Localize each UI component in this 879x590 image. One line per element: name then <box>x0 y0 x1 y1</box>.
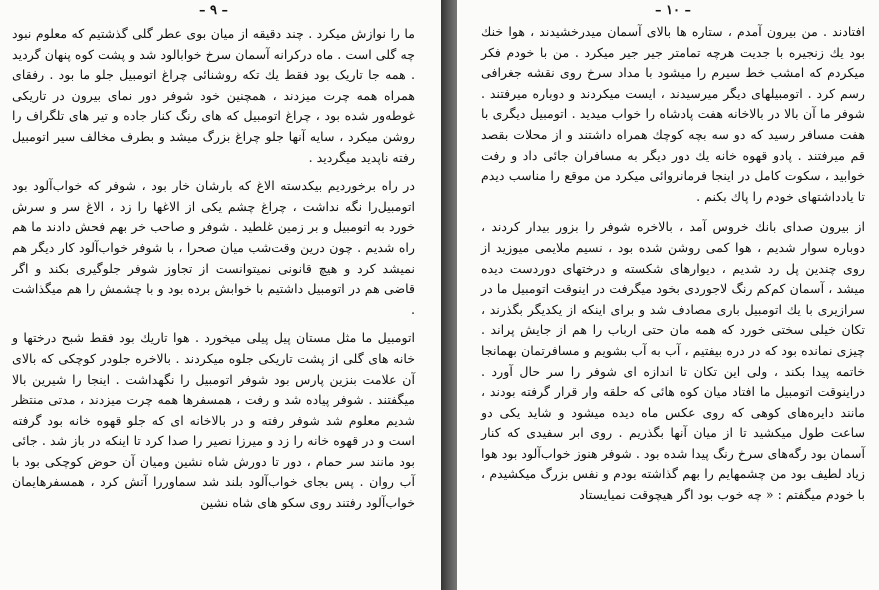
paragraph: از بیرون صدای بانك خروس آمد ، بالاخره شوفر را بزور بیدار کردند ، دوباره سوار شدیم ، هوا کمی روشن شده بود ، نسیم ملایمی میوزید از روی چندین پل رد شدیم ، دیوارهای شکسته و درختهای دوردست دیده میشد ، آسمان کم‌کم رنگ لاجوردی بخود میگرفت در اینوقت اتومبیل ما در سرازیری با یك اتومبیل باری مصادف شد و برای اینکه از یکدیگر بگذرند ، تکان خیلی سختی خورد که همه مان حتی ارباب را هم از جایش پراند . چیزی نمانده بود که در دره بیفتیم ، آب به آب بشویم و مسافرتمان بهمانجا خاتمه پیدا بکند ، ولی این تکان تا اندازه ای شوفر را سر حال آورد . دراینوقت اتومبیل ما افتاد میان کوه هائی که حلقه وار قرار گرفته بودند ، مانند دایره‌های کوهی که روی عکس ماه دیده میشود و شاید یکی دو ساعت طول میکشید تا از میان آنها بگذریم . روی ابر سفیدی که کنار آسمان بود رگه‌های سرخ رنگ پیدا شده بود . شوفر هنوز خواب‌آلود بود هوا زیاد لطیف بود من چشمهایم را بهم گذاشته بودم و نفس بزرگ میکشیدم ، با خودم میگفتم : « چه خوب بود اگر هیچوقت نمیایستاد <box>481 219 865 503</box>
paragraph: اتومبیل ما مثل مستان پیل پیلی میخورد . هوا تاریك بود فقط شبح درختها و خانه های گلی از پشت تاریکی جلوه میکردند . بالاخره جلودر کوچکی که بالای آن علامت بنزین پارس بود شوفر اتومبیل را نگهداشت . اینجا را شیرین بالا میگفتند . شوفر پیاده شد و رفت ، همسفرها همه چرت میزدند ، مدتی منتظر شدیم معلوم شد شوفر رفته و در بالاخانه ای که جلو قهوه خانه بود گرفته است و در قهوه خانه را زد و میرزا نصیر را صدا کرد تا اینکه در باز شد . جائی بود مانند سر حمام ، دور تا دورش شاه نشین ومیان آن حوض کوچکی بود با آب روان . پس بجای خواب‌آلود بلند شد سماوررا آتش کرد ، همسفرهایمان خواب‌آلود رفتند روی سکو های شاه نشین <box>12 330 415 511</box>
paragraph: در راه برخوردیم بیکدسته الاغ که بارشان خار بود ، شوفر که خواب‌آلود بود اتومبیل‌را نگه نداشت ، چراغ چشم یکی از الاغها را زد ، الاغ سر و سرش خورد به اتومبیل و بر زمین غلطید . شوفر و صاحب خر بهم فحش دادند ما هم راه شدیم . چون درین وقت‌شب میان صحرا ، با شوفر خواب‌آلود کار دیگر هم نمیشد کرد و هیچ قانونی نمیتوانست از تجاوز شوفر جلوگیری بکند و اگر قاضی هم در اتومبیل داشتیم با خوابش برده بود و با چشمش را هم میگذاشت . <box>12 178 415 317</box>
right-page <box>457 0 879 590</box>
paragraph: ما را نوازش میکرد . چند دقیقه از میان بوی عطر گلی گذشتیم که معلوم نبود چه گلی است . ماه درکرانه آسمان سرخ خوابالود شد و پشت کوه پنهان گردید . همه جا تاریک بود فقط یك تکه روشنائی چراغ اتومبیل جلو ما بود . رفقای همراه همه چرت میزدند ، همچنین خود شوفر دور نمای بیرون در تاریکی غوطه‌ور شده بود ، چراغ اتومبیل که های رنگ کنار جاده و تیر های تلگراف را روشن میکرد ، سایه آنها جلو چراغ بزرگ میشد و بطرف مخالف سیر اتومبیل رفته ناپدید میگردید . <box>12 26 415 165</box>
paragraph: افتادند . من بیرون آمدم ، ستاره ها بالای آسمان میدرخشیدند ، هوا خنك بود یك زنجیره با جدیت هرچه تمامتر جیر جیر میکرد . من با خودم فکر میکردم که امشب خط سیرم را میشود با مداد سرخ روی نقشه جغرافی رسم کرد . اتومبیلهای دیگر میرسیدند ، ایست میکردند و دوباره میرفتند . شوفر ما آن بالا در بالاخانه هفت پادشاه را خواب میدید . اتومبیل دیگری با هفت مسافر رسید که دو سه بچه کوچك همراه داشتند و از محلات بقصد قم میرفتند . پادو قهوه خانه یك دور دیگر به مسافران جائی داد و رفت خوابید ، سکوت کامل در اینجا فرمانروائی میکرد من موقع را مناسب دیدم تا یادداشتهای خودم را پاك بکنم . <box>481 24 865 204</box>
book-gutter <box>441 0 457 590</box>
page-number: – ۹ – <box>198 3 229 18</box>
page-number: – ۱۰ – <box>654 3 692 18</box>
